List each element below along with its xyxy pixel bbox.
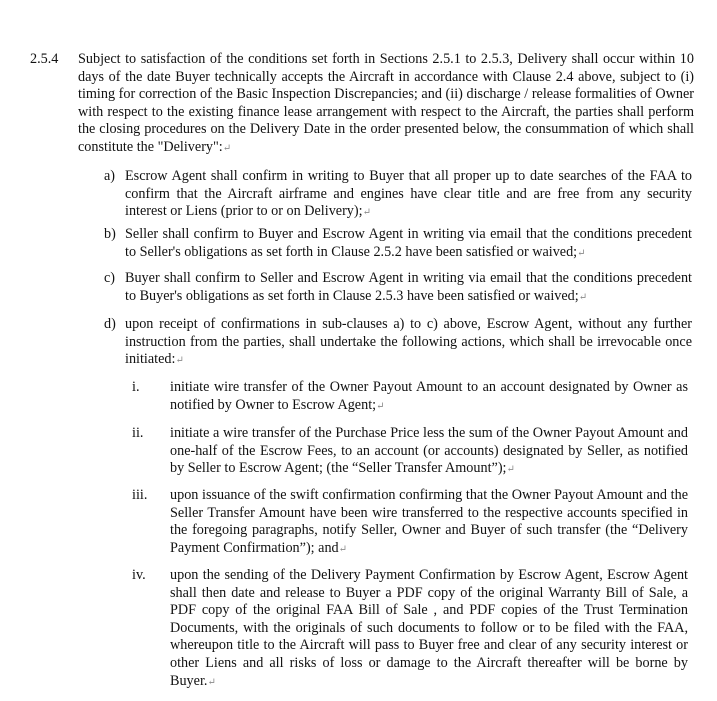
list-item-c — [104, 270, 692, 306]
paragraph-mark-icon: ↵ — [207, 676, 216, 688]
sub-item-text: initiate wire transfer of the Owner Payout Amount to an account designated by Owner as notified by Owner to Escrow Agent;↵ — [170, 379, 688, 413]
paragraph-mark-icon: ↵ — [577, 247, 586, 259]
list-item-text: Buyer shall confirm to Seller and Escrow Agent in writing via email that the conditions precedent to Buyer's obligations as set forth in Clause 2.5.3 have been satisfied or waived;↵ — [125, 270, 692, 304]
list-item-text: Escrow Agent shall confirm in writing to Buyer that all proper up to date searches of the FAA to confirm that the Aircraft airframe and engines have clear title and are free from any security interest or Liens (prior to or on Delivery);↵ — [125, 168, 692, 220]
paragraph-mark-icon: ↵ — [362, 207, 371, 219]
sub-item-iii — [132, 487, 688, 558]
paragraph-mark-icon: ↵ — [175, 355, 184, 367]
sub-item-i — [132, 379, 688, 415]
list-item-b — [104, 226, 692, 262]
list-item-label: d) — [104, 316, 116, 332]
clause-text: Subject to satisfaction of the conditions set forth in Sections 2.5.1 to 2.5.3, Delivery shall occur within 10 days of the date Buyer technically accepts the Aircraft in accordance with Clause 2.4 above, subject to (i) timing for correction of the Basic Inspection Discrepancies; and (ii) discharge / release formalities of Owner with respect to the existing finance lease arrangement with respect to the Aircraft, the parties shall perform the closing procedures on the Delivery Date in the order presented below, the consummation of which shall constitute the "Delivery":↵ — [78, 51, 694, 155]
sub-item-iv — [132, 567, 688, 691]
sub-item-text: upon the sending of the Delivery Payment Confirmation by Escrow Agent, Escrow Agent shall then date and release to Buyer a PDF copy of the original Warranty Bill of Sale, a PDF copy of the original FAA Bill of Sale , and PDF copies of the Trust Termination Documents, with the originals of such documents to follow or to be filed with the FAA, whereupon title to the Aircraft will pass to Buyer free and clear of any security interest or other Liens and all risks of loss or damage to the Aircraft thereafter will be borne by Buyer.↵ — [170, 567, 688, 689]
paragraph-mark-icon: ↵ — [222, 142, 232, 154]
sub-item-label: iii. — [132, 487, 148, 503]
list-item-text: Seller shall confirm to Buyer and Escrow Agent in writing via email that the conditions precedent to Seller's obligations as set forth in Clause 2.5.2 have been satisfied or waived;↵ — [125, 226, 692, 260]
paragraph-mark-icon: ↵ — [338, 543, 348, 555]
sub-item-label: i. — [132, 379, 140, 395]
list-item-a — [104, 168, 692, 222]
sub-item-ii — [132, 425, 688, 479]
sub-item-text: initiate a wire transfer of the Purchase Price less the sum of the Owner Payout Amount and one-half of the Escrow Fees, to an account (or accounts) designated by Seller, as notified by Seller to Escrow Agent; (the “Seller Transfer Amount”);↵ — [170, 425, 688, 477]
paragraph-mark-icon: ↵ — [376, 400, 385, 412]
sub-item-label: ii. — [132, 425, 144, 441]
paragraph-mark-icon: ↵ — [506, 464, 515, 476]
list-item-text: upon receipt of confirmations in sub-clauses a) to c) above, Escrow Agent, without any further instruction from the parties, shall undertake the following actions, which shall be irrevocable once initiated:↵ — [125, 316, 692, 368]
paragraph-mark-icon: ↵ — [578, 291, 588, 303]
list-item-label: b) — [104, 226, 116, 242]
list-item-d — [104, 316, 692, 370]
clause-number: 2.5.4 — [30, 51, 59, 67]
sub-item-label: iv. — [132, 567, 146, 583]
sub-item-text: upon issuance of the swift confirmation confirming that the Owner Payout Amount and the Seller Transfer Amount have been wire transferred to the respective accounts specified in the foregoing paragraphs, notify Seller, Owner and Buyer of such transfer (the “Delivery Payment Confirmation”); and↵ — [170, 487, 688, 556]
list-item-label: c) — [104, 270, 116, 286]
list-item-label: a) — [104, 168, 116, 184]
clause-2-5-4 — [30, 51, 694, 158]
